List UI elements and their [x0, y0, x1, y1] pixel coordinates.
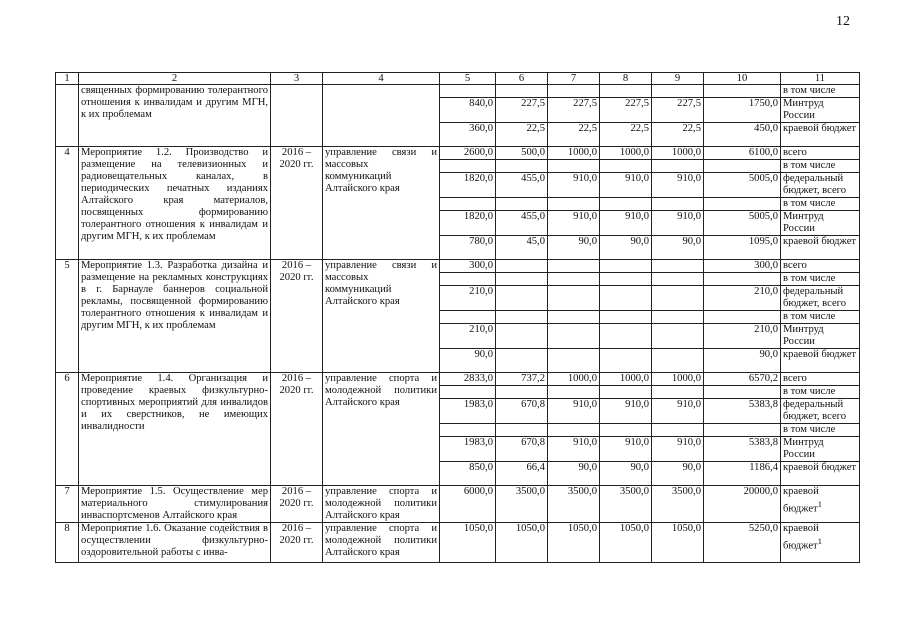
- column-number: 11: [781, 73, 860, 85]
- value-cell: 1050,0: [652, 523, 704, 563]
- page-number: 12: [836, 14, 850, 29]
- funding-source: в том числе: [781, 160, 860, 173]
- value-cell: 300,0: [440, 260, 496, 273]
- value-cell: 910,0: [600, 211, 652, 236]
- value-cell: 6000,0: [440, 486, 496, 523]
- value-cell: 22,5: [496, 123, 548, 147]
- total-cell: 210,0: [704, 324, 781, 349]
- value-cell: 66,4: [496, 462, 548, 486]
- value-cell: 840,0: [440, 98, 496, 123]
- executor-cell: управление связи и массовых коммуникаций Алтайского края: [323, 260, 440, 373]
- value-cell: 1983,0: [440, 437, 496, 462]
- value-cell: 227,5: [652, 98, 704, 123]
- activity-description: Мероприятие 1.2. Производство и размещение на телевизионных и радиовещательных каналах, в периодических печатных изданиях Алтайского края материалов, посвященных формированию толерантного отношения к инвалидам и другим МГН, к их проблемам: [79, 147, 271, 260]
- row-number: 8: [56, 523, 79, 563]
- funding-source: всего: [781, 147, 860, 160]
- activity-description: Мероприятие 1.6. Оказание содействия в осуществлении физкультурно-оздоровительной работы с инва-: [79, 523, 271, 563]
- funding-source: краевой бюджет: [781, 462, 860, 486]
- column-number: 4: [323, 73, 440, 85]
- funding-source: в том числе: [781, 198, 860, 211]
- funding-source: Минтруд России: [781, 437, 860, 462]
- funding-source: [781, 486, 860, 523]
- value-cell: 22,5: [600, 123, 652, 147]
- value-cell: 227,5: [600, 98, 652, 123]
- value-cell: 3500,0: [652, 486, 704, 523]
- value-cell: 1000,0: [652, 373, 704, 386]
- value-cell: 90,0: [548, 236, 600, 260]
- value-cell: 910,0: [600, 437, 652, 462]
- column-number: 7: [548, 73, 600, 85]
- value-cell: 22,5: [652, 123, 704, 147]
- value-cell: 1820,0: [440, 173, 496, 198]
- value-cell: 90,0: [548, 462, 600, 486]
- funding-source: краевой бюджет: [781, 349, 860, 373]
- activity-description: священных формированию толерантного отношения к инвалидам и другим МГН, к их проблемам: [79, 85, 271, 147]
- executor-cell: управление спорта и молодежной политики Алтайского края: [323, 486, 440, 523]
- funding-source: краевой бюджет: [781, 123, 860, 147]
- value-cell: 910,0: [652, 437, 704, 462]
- value-cell: 90,0: [652, 236, 704, 260]
- executor-cell: управление связи и массовых коммуникаций Алтайского края: [323, 147, 440, 260]
- funding-source: в том числе: [781, 85, 860, 98]
- column-number: 1: [56, 73, 79, 85]
- value-cell: 210,0: [440, 324, 496, 349]
- value-cell: 2833,0: [440, 373, 496, 386]
- value-cell: 1000,0: [600, 373, 652, 386]
- period-cell: 2016 – 2020 гг.: [271, 373, 323, 486]
- period-cell: 2016 – 2020 гг.: [271, 486, 323, 523]
- value-cell: 1050,0: [600, 523, 652, 563]
- column-number: 6: [496, 73, 548, 85]
- column-number: 5: [440, 73, 496, 85]
- total-cell: 6570,2: [704, 373, 781, 386]
- program-activities-table: [55, 72, 860, 563]
- row-number: 4: [56, 147, 79, 260]
- value-cell: 90,0: [440, 349, 496, 373]
- value-cell: 3500,0: [548, 486, 600, 523]
- column-number: 8: [600, 73, 652, 85]
- value-cell: 500,0: [496, 147, 548, 160]
- table-row: [56, 373, 860, 386]
- value-cell: 22,5: [548, 123, 600, 147]
- funding-source: всего: [781, 373, 860, 386]
- funding-source: краевой бюджет: [781, 236, 860, 260]
- total-cell: 6100,0: [704, 147, 781, 160]
- value-cell: 3500,0: [600, 486, 652, 523]
- value-cell: 1000,0: [548, 147, 600, 160]
- total-cell: 5250,0: [704, 523, 781, 563]
- activity-description: Мероприятие 1.3. Разработка дизайна и размещение на рекламных конструкциях в г. Барнауле баннеров социальной рекламы, посвященной формированию толерантного отношения к инвалидам и другим МГН, к их проблемам: [79, 260, 271, 373]
- table-row: [56, 486, 860, 523]
- total-cell: 1750,0: [704, 98, 781, 123]
- value-cell: 210,0: [440, 286, 496, 311]
- column-number-row: [56, 73, 860, 85]
- funding-source: в том числе: [781, 311, 860, 324]
- table-row: [56, 147, 860, 160]
- table-row: [56, 260, 860, 273]
- value-cell: 1820,0: [440, 211, 496, 236]
- executor-cell: [323, 85, 440, 147]
- value-cell: 227,5: [496, 98, 548, 123]
- period-cell: 2016 – 2020 гг.: [271, 523, 323, 563]
- value-cell: 1000,0: [652, 147, 704, 160]
- funding-source: в том числе: [781, 424, 860, 437]
- total-cell: 90,0: [704, 349, 781, 373]
- row-number: 7: [56, 486, 79, 523]
- row-number: 6: [56, 373, 79, 486]
- value-cell: 1000,0: [548, 373, 600, 386]
- column-number: 9: [652, 73, 704, 85]
- funding-source: федеральный бюджет, всего: [781, 399, 860, 424]
- footnote-mark: 1: [817, 536, 823, 546]
- value-cell: 90,0: [600, 462, 652, 486]
- value-cell: 90,0: [652, 462, 704, 486]
- value-cell: 910,0: [548, 211, 600, 236]
- value-cell: 1983,0: [440, 399, 496, 424]
- value-cell: 3500,0: [496, 486, 548, 523]
- total-cell: 1186,4: [704, 462, 781, 486]
- funding-source: всего: [781, 260, 860, 273]
- value-cell: 2600,0: [440, 147, 496, 160]
- period-cell: 2016 – 2020 гг.: [271, 147, 323, 260]
- value-cell: 910,0: [652, 399, 704, 424]
- total-cell: 20000,0: [704, 486, 781, 523]
- row-number: 5: [56, 260, 79, 373]
- value-cell: 455,0: [496, 173, 548, 198]
- value-cell: 910,0: [600, 399, 652, 424]
- funding-source-text: краевой бюджет: [783, 486, 819, 515]
- value-cell: 90,0: [600, 236, 652, 260]
- funding-source: федеральный бюджет, всего: [781, 286, 860, 311]
- total-cell: 5383,8: [704, 399, 781, 424]
- period-cell: 2016 – 2020 гг.: [271, 260, 323, 373]
- total-cell: 5383,8: [704, 437, 781, 462]
- column-number: 3: [271, 73, 323, 85]
- total-cell: 300,0: [704, 260, 781, 273]
- value-cell: 737,2: [496, 373, 548, 386]
- funding-source: в том числе: [781, 273, 860, 286]
- value-cell: 360,0: [440, 123, 496, 147]
- executor-cell: управление спорта и молодежной политики Алтайского края: [323, 373, 440, 486]
- total-cell: 5005,0: [704, 211, 781, 236]
- value-cell: 910,0: [548, 437, 600, 462]
- total-cell: 5005,0: [704, 173, 781, 198]
- value-cell: 780,0: [440, 236, 496, 260]
- executor-cell: управление спорта и молодежной политики Алтайского края: [323, 523, 440, 563]
- funding-source: Минтруд России: [781, 98, 860, 123]
- column-number: 10: [704, 73, 781, 85]
- total-cell: 450,0: [704, 123, 781, 147]
- column-number: 2: [79, 73, 271, 85]
- value-cell: 455,0: [496, 211, 548, 236]
- value-cell: 45,0: [496, 236, 548, 260]
- value-cell: 1050,0: [440, 523, 496, 563]
- funding-source: [781, 523, 860, 563]
- value-cell: 670,8: [496, 437, 548, 462]
- funding-source: в том числе: [781, 386, 860, 399]
- value-cell: 910,0: [652, 211, 704, 236]
- total-cell: 1095,0: [704, 236, 781, 260]
- value-cell: 1050,0: [548, 523, 600, 563]
- value-cell: 1000,0: [600, 147, 652, 160]
- activity-description: Мероприятие 1.4. Организация и проведение краевых физкультурно-спортивных мероприятий для инвалидов и их сверстников, не имеющих инвалидности: [79, 373, 271, 486]
- funding-source: Минтруд России: [781, 211, 860, 236]
- table-row: [56, 523, 860, 563]
- footnote-mark: 1: [817, 499, 823, 509]
- funding-source: Минтруд России: [781, 324, 860, 349]
- funding-source-text: краевой бюджет: [783, 523, 819, 552]
- row-number: [56, 85, 79, 147]
- value-cell: 910,0: [548, 173, 600, 198]
- funding-source: федеральный бюджет, всего: [781, 173, 860, 198]
- value-cell: 1050,0: [496, 523, 548, 563]
- table-row: [56, 85, 860, 98]
- value-cell: 227,5: [548, 98, 600, 123]
- period-cell: [271, 85, 323, 147]
- value-cell: 910,0: [652, 173, 704, 198]
- value-cell: 670,8: [496, 399, 548, 424]
- activity-description: Мероприятие 1.5. Осуществление мер материального стимулирования инвaспортсменов Алтайского края: [79, 486, 271, 523]
- value-cell: 850,0: [440, 462, 496, 486]
- value-cell: 910,0: [548, 399, 600, 424]
- total-cell: 210,0: [704, 286, 781, 311]
- value-cell: 910,0: [600, 173, 652, 198]
